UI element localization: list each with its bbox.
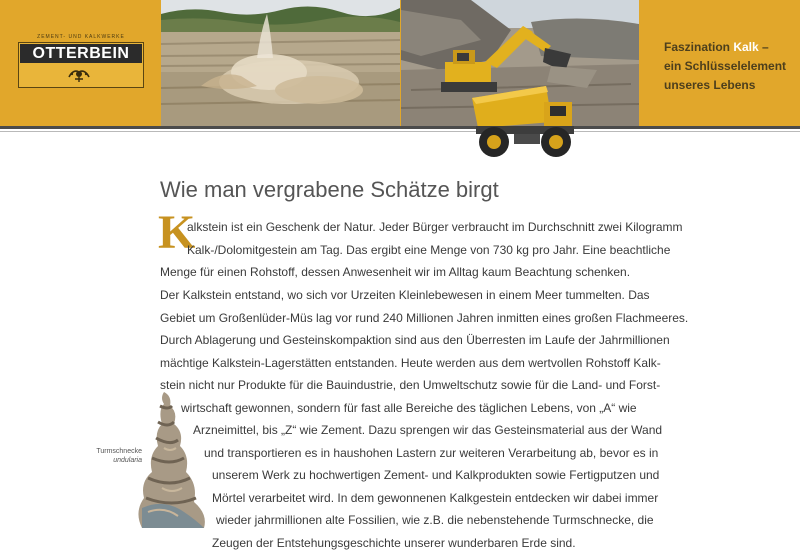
header-divider xyxy=(0,126,800,129)
tagline-dash: – xyxy=(758,40,769,54)
paragraph-line: wieder jahrmillionen alte Fossilien, wie z.B. die nebenstehende Turmschnecke, die xyxy=(216,513,654,527)
logo-box xyxy=(18,42,144,88)
paragraph-line: Mörtel verarbeitet wird. In dem gewonnenen Kalkgestein entdecken wir dabei immer xyxy=(212,491,659,505)
dump-truck-image xyxy=(468,78,580,160)
paragraph-line: Kalk-/Dolomitgestein am Tag. Das ergibt eine Menge von 730 kg pro Jahr. Eine beachtliche xyxy=(187,243,671,257)
otter-crest-icon xyxy=(66,65,92,83)
turmschnecke-fossil-image xyxy=(134,388,212,530)
article-title: Wie man vergrabene Schätze birgt xyxy=(160,177,499,202)
tagline-line2: ein Schlüsselelement xyxy=(664,59,787,73)
paragraph-line: Zeugen der Entstehungsgeschichte unserer wunderbaren Erde sind. xyxy=(212,536,576,550)
header-tagline xyxy=(664,38,794,95)
paragraph-line: Durch Ablagerung und Gesteinskompaktion sind aus den Überresten im Laufe der Jahrmillionen xyxy=(160,333,670,347)
paragraph-line: mächtige Kalkstein-Lagerstätten entstanden. Heute werden aus dem wertvollen Rohstoff Kalk- xyxy=(160,356,661,370)
paragraph-line: Gebiet um Großenlüder-Müs lag vor rund 240 Millionen Jahren inmitten eines großen Flachmeeres. xyxy=(160,311,689,325)
paragraph-line: und transportieren es in haushohen Lastern zur weiteren Verarbeitung ab, bevor es in xyxy=(204,446,659,460)
paragraph-line: stein nicht nur Produkte für die Bauindustrie, den Umweltschutz sowie für die Land- und Forst- xyxy=(160,378,661,392)
drop-cap: K xyxy=(158,206,196,259)
paragraph-line: Arzneimittel, bis „Z“ wie Zement. Dazu sprengen wir das Gesteinsmaterial aus der Wand xyxy=(193,423,663,437)
paragraph-line: unserem Werk zu hochwertigen Zement- und Kalkprodukten sowie Fertigputzen und xyxy=(212,468,660,482)
otterbein-logo[interactable] xyxy=(18,34,144,90)
fossil-caption-name: Turmschnecke xyxy=(96,448,142,455)
paragraph-line: wirtschaft gewonnen, sondern für fast alle Bereiche des täglichen Lebens, von „A“ wie xyxy=(181,401,637,415)
paragraph-line: Der Kalkstein entstand, wo sich vor Urzeiten Kleinlebewesen in einem Meer tummelten. Das xyxy=(160,288,650,302)
tagline-prefix: Faszination xyxy=(664,40,734,54)
paragraph-line: Menge für einen Rohstoff, dessen Anwesenheit wir im Alltag kaum Beachtung schenken. xyxy=(160,265,631,279)
paragraph-line: alkstein ist ein Geschenk der Natur. Jeder Bürger verbraucht im Durchschnitt zwei Kilogramm xyxy=(187,220,683,234)
quarry-blast-photo xyxy=(161,0,400,126)
header-divider-thin xyxy=(0,131,800,132)
logo-subline: ZEMENT- UND KALKWERKE xyxy=(37,34,125,40)
tagline-line3: unseres Lebens xyxy=(664,78,756,92)
fossil-caption-species: undularia xyxy=(113,457,142,464)
tagline-highlight: Kalk xyxy=(733,40,759,54)
logo-wordmark: OTTERBEIN xyxy=(20,44,142,63)
